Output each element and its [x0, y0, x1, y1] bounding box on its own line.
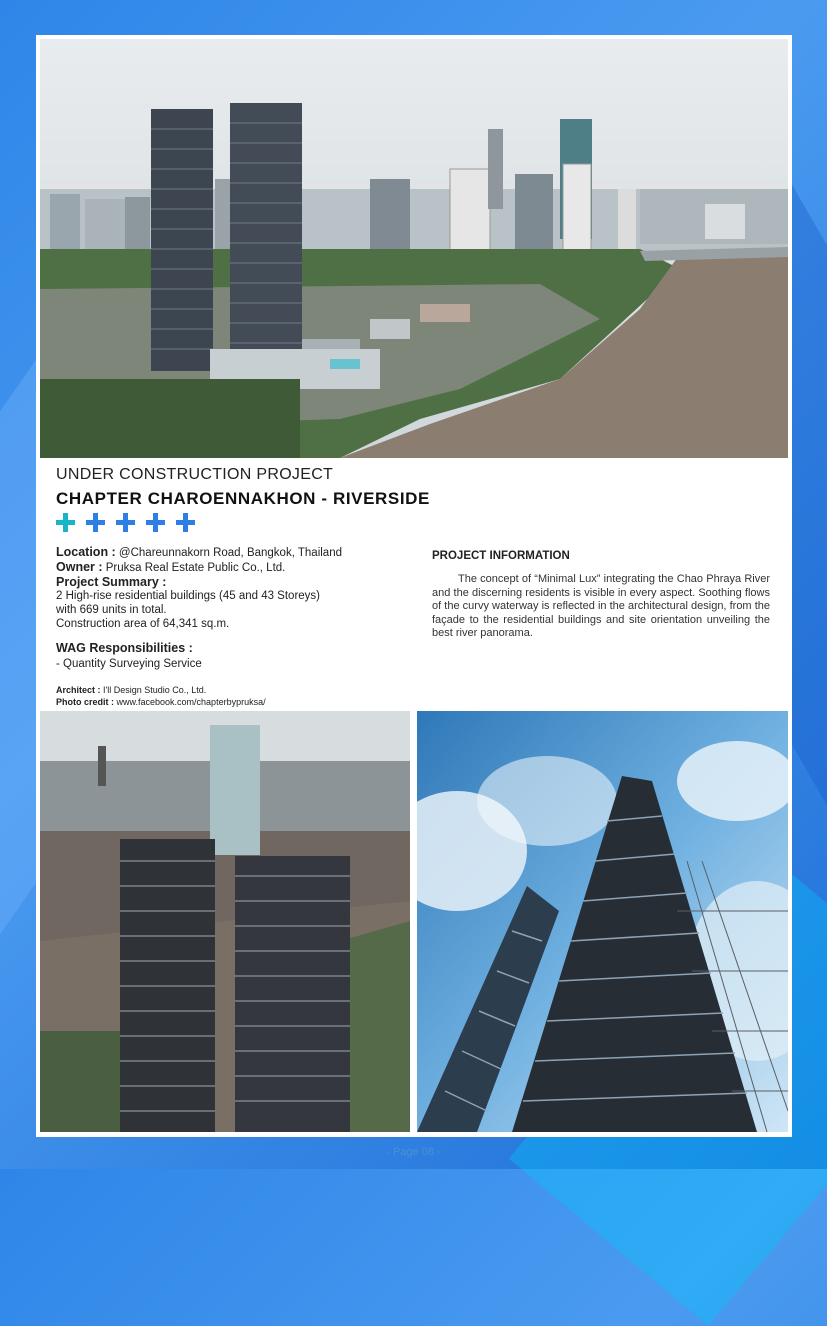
summary-line: 2 High-rise residential buildings (45 and 43 Storeys): [56, 590, 321, 602]
location-line: [56, 545, 386, 560]
document-page: [36, 35, 792, 1137]
hero-aerial-photo: [40, 39, 788, 458]
towers-river-photo: [40, 711, 410, 1132]
plus-icon: [116, 513, 135, 532]
credit-value[interactable]: www.facebook.com/chapterbypruksa/: [116, 697, 266, 707]
plus-icon: [56, 513, 75, 532]
summary-line: Construction area of 64,341 sq.m.: [56, 618, 230, 630]
responsibilities-label: WAG Responsibilities :: [56, 641, 193, 655]
summary-block: [56, 575, 386, 631]
owner-line: [56, 560, 386, 575]
summary-label: Project Summary :: [56, 575, 167, 589]
page-number: - Page 08 -: [386, 1146, 441, 1158]
photo-credit-line: [56, 695, 386, 709]
owner-label: Owner :: [56, 560, 103, 574]
location-label: Location :: [56, 545, 116, 559]
project-title: CHAPTER CHAROENNAKHON - RIVERSIDE: [56, 489, 430, 508]
plus-decoration-row: [56, 513, 195, 532]
project-info-heading: PROJECT INFORMATION: [432, 550, 570, 562]
credit-label: Photo credit :: [56, 697, 114, 707]
tower-upward-photo: [417, 711, 788, 1132]
location-value: @Chareunnakorn Road, Bangkok, Thailand: [118, 547, 342, 559]
owner-value: Pruksa Real Estate Public Co., Ltd.: [105, 562, 286, 574]
project-status: UNDER CONSTRUCTION PROJECT: [56, 466, 334, 483]
plus-icon: [86, 513, 105, 532]
plus-icon: [176, 513, 195, 532]
responsibilities-block: [56, 641, 386, 671]
project-info-body: The concept of “Minimal Lux” integrating the Chao Phraya River and the discerning residents is visible in every aspect. Soothing flows of the curvy waterway is reflected in the architectural design, from the façade to the residential buildings and site orientation unveiling the best river panorama.: [432, 573, 770, 639]
architect-value: I'll Design Studio Co., Ltd.: [103, 685, 207, 695]
summary-line: with 669 units in total.: [56, 604, 167, 616]
architect-label: Architect :: [56, 685, 101, 695]
responsibilities-value: - Quantity Surveying Service: [56, 658, 202, 670]
plus-icon: [146, 513, 165, 532]
